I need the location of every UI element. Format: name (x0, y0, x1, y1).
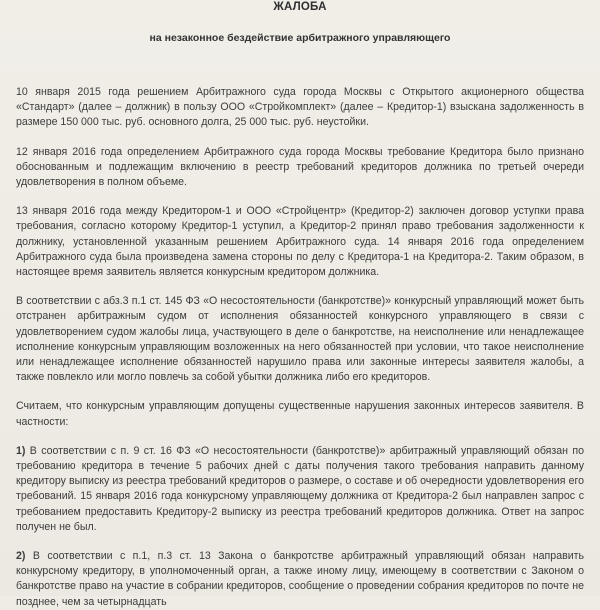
paragraph-legal-basis: В соответствии с абз.3 п.1 ст. 145 ФЗ «О несостоятельности (банкротстве)» конкурсный управляющий может быть отстранен арбитражным судом от исполнения обязанностей конкурсного управляющего в связи с удовлетворением судом жалобы лица, участвующего в деле о банкротстве, на неисполнение или ненадлежащее исполнение конкурсным управляющим возложенных на него обязанностей при условии, что такое неисполнение или ненадлежащее исполнение обязанностей нарушило права или законные интересы заявителя жалобы, а также повлекло или могло повлечь за собой убытки должника либо его кредиторов. (16, 295, 584, 384)
item-number: 1) (16, 444, 26, 457)
paragraph-assignment: 13 января 2016 года между Кредитором-1 и ООО «Стройцентр» (Кредитор-2) заключен договор уступки права требования, согласно которому Кредитор-1 уступил, а Кредитор-2 принял право требования задолженности к должнику, установленной указанным решением Арбитражного суда. 14 января 2016 года определением Арбитражного суда была произведена замена стороны по делу с Кредитора-1 на Кредитора-2. Таким образом, в настоящее время заявитель является конкурсным кредитором должника. (16, 205, 584, 279)
violation-item-1 (16, 444, 584, 535)
document-subtitle: на незаконное бездействие арбитражного управляющего (149, 32, 451, 44)
violation-item-2 (16, 549, 584, 610)
document-title: ЖАЛОБА (273, 1, 327, 13)
item-text: В соответствии с п.1, п.3 ст. 13 Закона о банкротстве арбитражный управляющий обязан направить конкурсному кредитору, в уполномоченный орган, а также иному лицу, имеющему в соответствии с Законом о банкротстве право на участие в собрании кредиторов, сообщение о проведении собрания кредиторов по почте не позднее, чем за четырнадцать (16, 550, 584, 608)
paragraph-judgment: 10 января 2015 года решением Арбитражного суда города Москвы с Открытого акционерного общества «Стандарт» (далее – должник) в пользу ООО «Стройкомплект» (далее – Кредитор-1) взыскана задолженность в размере 150 000 тыс. руб. основного долга, 25 000 тыс. руб. неустойки. (16, 86, 584, 129)
paragraph-violations-intro: Считаем, что конкурсным управляющим допущены существенные нарушения законных интересов заявителя. В частности: (16, 400, 584, 428)
item-text: В соответствии с п. 9 ст. 16 ФЗ «О несостоятельности (банкротстве)» арбитражный управляющий обязан по требованию кредитора в течение 5 рабочих дней с даты получения такого требования направить данному кредитору выписку из реестра требований кредиторов о размере, о составе и об очередности удовлетворения его требований. 15 января 2016 года конкурсному управляющему должника от Кредитора-2 был направлен запрос с требованием предоставить Кредитору-2 выписку из реестра требований кредиторов должника. Ответ на запрос получен не был. (16, 444, 584, 533)
paragraph-claim-recognized: 12 января 2016 года определением Арбитражного суда города Москвы требование Кредитора было признано обоснованным и подлежащим включению в реестр требований кредиторов должника по третьей очереди удовлетворения в полном объеме. (16, 145, 584, 189)
item-number: 2) (16, 550, 26, 563)
